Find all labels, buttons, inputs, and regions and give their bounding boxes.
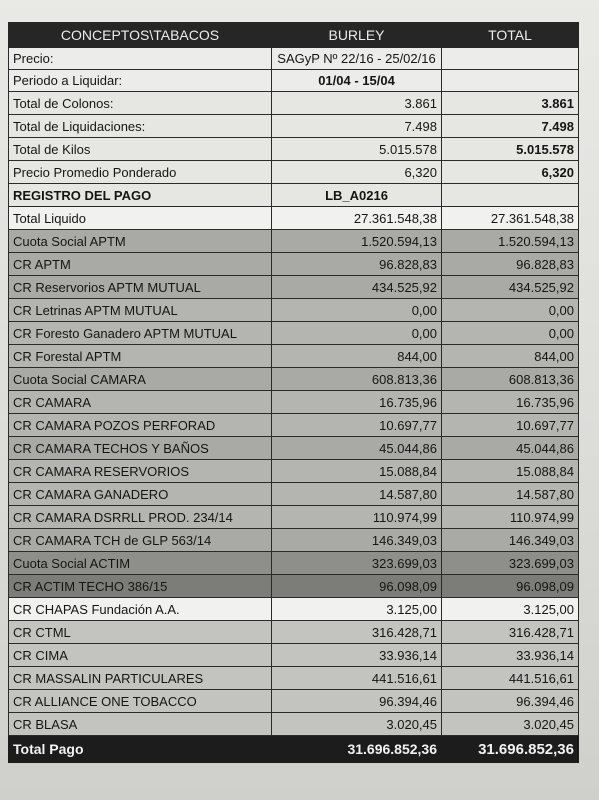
row-burley: 441.516,61	[272, 667, 442, 690]
row-burley: 608.813,36	[272, 368, 442, 391]
row-label: CR Reservorios APTM MUTUAL	[9, 276, 272, 299]
table-row	[9, 299, 579, 322]
table-row	[9, 644, 579, 667]
table-row	[9, 575, 579, 598]
total-burley: 31.696.852,36	[272, 736, 442, 763]
row-total: 27.361.548,38	[442, 207, 579, 230]
table-row	[9, 391, 579, 414]
row-total: 6,320	[442, 161, 579, 184]
row-total: 45.044,86	[442, 437, 579, 460]
table-row	[9, 276, 579, 299]
row-burley: 110.974,99	[272, 506, 442, 529]
row-burley: 96.394,46	[272, 690, 442, 713]
row-total: 10.697,77	[442, 414, 579, 437]
row-total	[442, 70, 579, 92]
table-row	[9, 460, 579, 483]
table-row	[9, 437, 579, 460]
row-burley: 33.936,14	[272, 644, 442, 667]
row-total: 14.587,80	[442, 483, 579, 506]
row-label: CR CAMARA TCH de GLP 563/14	[9, 529, 272, 552]
row-burley: 3.861	[272, 92, 442, 115]
row-total: 1.520.594,13	[442, 230, 579, 253]
row-label: CR CAMARA DSRRLL PROD. 234/14	[9, 506, 272, 529]
row-burley: 96.098,09	[272, 575, 442, 598]
row-total: 844,00	[442, 345, 579, 368]
table-row	[9, 667, 579, 690]
row-total	[442, 48, 579, 70]
row-label: CR CIMA	[9, 644, 272, 667]
row-burley: 3.125,00	[272, 598, 442, 621]
row-burley: 7.498	[272, 115, 442, 138]
total-label: Total Pago	[9, 736, 272, 763]
row-label: Precio Promedio Ponderado	[9, 161, 272, 184]
row-burley: 434.525,92	[272, 276, 442, 299]
row-burley: 844,00	[272, 345, 442, 368]
row-burley: 323.699,03	[272, 552, 442, 575]
row-total: 3.125,00	[442, 598, 579, 621]
row-total: 96.098,09	[442, 575, 579, 598]
info-row-registro	[9, 184, 579, 207]
total-total: 31.696.852,36	[442, 736, 579, 763]
row-label: CR Letrinas APTM MUTUAL	[9, 299, 272, 322]
row-label: CR ALLIANCE ONE TOBACCO	[9, 690, 272, 713]
row-total: 110.974,99	[442, 506, 579, 529]
row-burley: 146.349,03	[272, 529, 442, 552]
liquidation-table	[8, 22, 579, 763]
row-label: Cuota Social APTM	[9, 230, 272, 253]
row-burley: 15.088,84	[272, 460, 442, 483]
row-total: 96.394,46	[442, 690, 579, 713]
row-label: CR CAMARA GANADERO	[9, 483, 272, 506]
row-burley: 1.520.594,13	[272, 230, 442, 253]
table-row	[9, 506, 579, 529]
info-row-kilos	[9, 138, 579, 161]
row-label: Precio:	[9, 48, 272, 70]
row-label: Total Liquido	[9, 207, 272, 230]
row-total: 434.525,92	[442, 276, 579, 299]
table-row	[9, 345, 579, 368]
row-total: 33.936,14	[442, 644, 579, 667]
row-label: CR APTM	[9, 253, 272, 276]
row-label: CR MASSALIN PARTICULARES	[9, 667, 272, 690]
table-row	[9, 322, 579, 345]
header-concepts: CONCEPTOS\TABACOS	[9, 23, 272, 48]
row-label: Total de Kilos	[9, 138, 272, 161]
table-row	[9, 414, 579, 437]
info-row-period	[9, 70, 579, 92]
row-total: 3.861	[442, 92, 579, 115]
row-burley: 10.697,77	[272, 414, 442, 437]
row-burley: 316.428,71	[272, 621, 442, 644]
table-row	[9, 552, 579, 575]
row-burley: 14.587,80	[272, 483, 442, 506]
header-burley: BURLEY	[272, 23, 442, 48]
table-row	[9, 598, 579, 621]
row-burley: LB_A0216	[272, 184, 442, 207]
row-label: CR BLASA	[9, 713, 272, 736]
row-total: 3.020,45	[442, 713, 579, 736]
row-burley: 6,320	[272, 161, 442, 184]
row-burley: 01/04 - 15/04	[272, 70, 442, 92]
table-row	[9, 690, 579, 713]
row-label: Periodo a Liquidar:	[9, 70, 272, 92]
row-label: Total de Liquidaciones:	[9, 115, 272, 138]
row-total: 15.088,84	[442, 460, 579, 483]
row-total: 7.498	[442, 115, 579, 138]
table-row	[9, 621, 579, 644]
row-burley: 0,00	[272, 299, 442, 322]
row-burley: 3.020,45	[272, 713, 442, 736]
row-burley: 45.044,86	[272, 437, 442, 460]
row-total	[442, 184, 579, 207]
row-label: REGISTRO DEL PAGO	[9, 184, 272, 207]
table-row	[9, 253, 579, 276]
row-label: CR CHAPAS Fundación A.A.	[9, 598, 272, 621]
info-row-liquidaciones	[9, 115, 579, 138]
row-label: CR ACTIM TECHO 386/15	[9, 575, 272, 598]
row-label: Total de Colonos:	[9, 92, 272, 115]
table-row	[9, 483, 579, 506]
row-total: 0,00	[442, 299, 579, 322]
row-burley: 27.361.548,38	[272, 207, 442, 230]
table-header-row	[9, 23, 579, 48]
row-total: 0,00	[442, 322, 579, 345]
table-row	[9, 230, 579, 253]
row-label: CR CAMARA RESERVORIOS	[9, 460, 272, 483]
row-total: 441.516,61	[442, 667, 579, 690]
row-label: CR CAMARA	[9, 391, 272, 414]
row-burley: 0,00	[272, 322, 442, 345]
row-label: CR Foresto Ganadero APTM MUTUAL	[9, 322, 272, 345]
row-label: CR CAMARA TECHOS Y BAÑOS	[9, 437, 272, 460]
row-total: 146.349,03	[442, 529, 579, 552]
row-total: 323.699,03	[442, 552, 579, 575]
row-label: Cuota Social ACTIM	[9, 552, 272, 575]
row-label: CR CTML	[9, 621, 272, 644]
row-burley: 96.828,83	[272, 253, 442, 276]
table-row	[9, 368, 579, 391]
row-label: Cuota Social CAMARA	[9, 368, 272, 391]
row-total: 5.015.578	[442, 138, 579, 161]
header-total: TOTAL	[442, 23, 579, 48]
info-row-colonos	[9, 92, 579, 115]
row-total: 316.428,71	[442, 621, 579, 644]
table-row	[9, 207, 579, 230]
row-total: 96.828,83	[442, 253, 579, 276]
row-burley: 16.735,96	[272, 391, 442, 414]
table-row	[9, 529, 579, 552]
row-total: 16.735,96	[442, 391, 579, 414]
total-pago-row	[9, 736, 579, 763]
info-row-price	[9, 48, 579, 70]
row-label: CR CAMARA POZOS PERFORAD	[9, 414, 272, 437]
info-row-precio-promedio	[9, 161, 579, 184]
row-burley: SAGyP Nº 22/16 - 25/02/16	[272, 48, 442, 70]
row-burley: 5.015.578	[272, 138, 442, 161]
row-label: CR Forestal APTM	[9, 345, 272, 368]
table-row	[9, 713, 579, 736]
row-total: 608.813,36	[442, 368, 579, 391]
